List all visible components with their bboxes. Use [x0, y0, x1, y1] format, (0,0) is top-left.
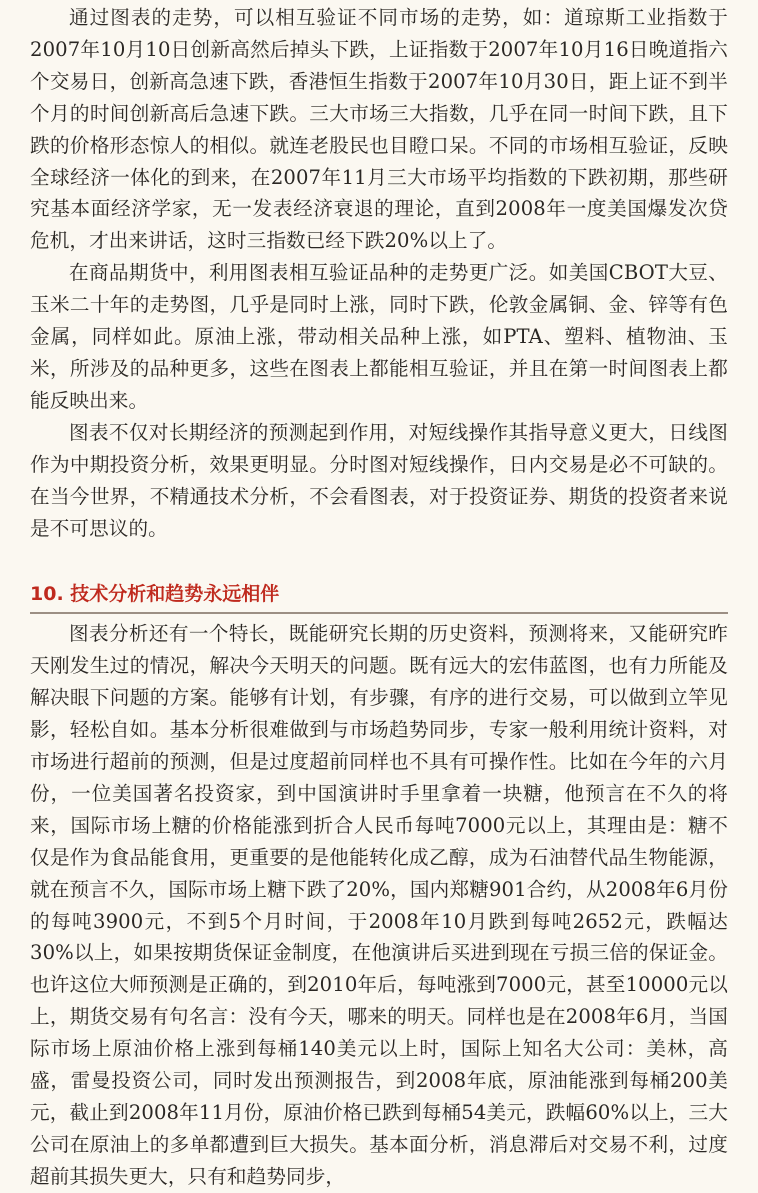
paragraph-commodity-futures: 在商品期货中，利用图表相互验证品种的走势更广泛。如美国CBOT大豆、玉米二十年的走势图，几乎是同时上涨，同时下跌，伦敦金属铜、金、锌等有色金属，同样如此。原油上涨，带动相关品种上涨，如PTA、塑料、植物油、玉米，所涉及的品种更多，这些在图表上都能相互验证，并且在第一时间图表上都能反映出来。: [30, 261, 728, 412]
paragraph-chart-analysis-trend: 图表分析还有一个特长，既能研究长期的历史资料，预测将来，又能研究昨天刚发生过的情况，解决今天明天的问题。既有远大的宏伟蓝图，也有力所能及解决眼下问题的方案。能够有计划，有步骤，有序的进行交易，可以做到立竿见影，轻松自如。基本分析很难做到与市场趋势同步，专家一般利用统计资料，对市场进行超前的预测，但是过度超前同样也不具有可操作性。比如在今年的六月份，一位美国著名投资家，到中国演讲时手里拿着一块糖，他预言在不久的将来，国际市场上糖的价格能涨到折合人民币每吨7000元以上，其理由是：糖不仅是作为食品能食用，更重要的是他能转化成乙醇，成为石油替代品生物能源，就在预言不久，国际市场上糖下跌了20%，国内郑糖901合约，从2008年6月份的每吨3900元，不到5个月时间，于2008年10月跌到每吨2652元，跌幅达30%以上，如果按期货保证金制度，在他演讲后买进到现在亏损三倍的保证金。也许这位大师预测是正确的，到2010年后，每吨涨到7000元，甚至10000元以上，期货交易有句名言：没有今天，哪来的明天。同样也是在2008年6月，当国际市场上原油价格上涨到每桶140美元以上时，国际上知名大公司：美林，高盛，雷曼投资公司，同时发出预测报告，到2008年底，原油能涨到每桶200美元，截止到2008年11月份，原油价格已跌到每桶54美元，跌幅60%以上，三大公司在原油上的多单都遭到巨大损失。基本面分析，消息滞后对交易不利，过度超前其损失更大，只有和趋势同步，: [30, 622, 728, 1188]
heading-divider: [30, 612, 728, 614]
paragraph-short-term-trading: 图表不仅对长期经济的预测起到作用，对短线操作其指导意义更大，日线图作为中期投资分析，效果更明显。分时图对短线操作，日内交易是必不可缺的。在当今世界，不精通技术分析，不会看图表，对于投资证券、期货的投资者来说是不可思议的。: [30, 420, 728, 540]
paragraph-chart-cross-validation: 通过图表的走势，可以相互验证不同市场的走势，如：道琼斯工业指数于2007年10月10日创新高然后掉头下跌，上证指数于2007年10月16日晚道指六个交易日，创新高急速下跌，香港恒生指数于2007年10月30日，距上证不到半个月的时间创新高后急速下跌。三大市场三大指数，几乎在同一时间下跌，且下跌的价格形态惊人的相似。就连老股民也目瞪口呆。不同的市场相互验证，反映全球经济一体化的到来，在2007年11月三大市场平均指数的下跌初期，那些研究基本面经济学家，无一发表经济衰退的理论，直到2008年一度美国爆发次贷危机，才出来讲话，这时三指数已经下跌20%以上了。: [30, 6, 728, 253]
section-heading: 10. 技术分析和趋势永远相伴: [30, 583, 280, 606]
